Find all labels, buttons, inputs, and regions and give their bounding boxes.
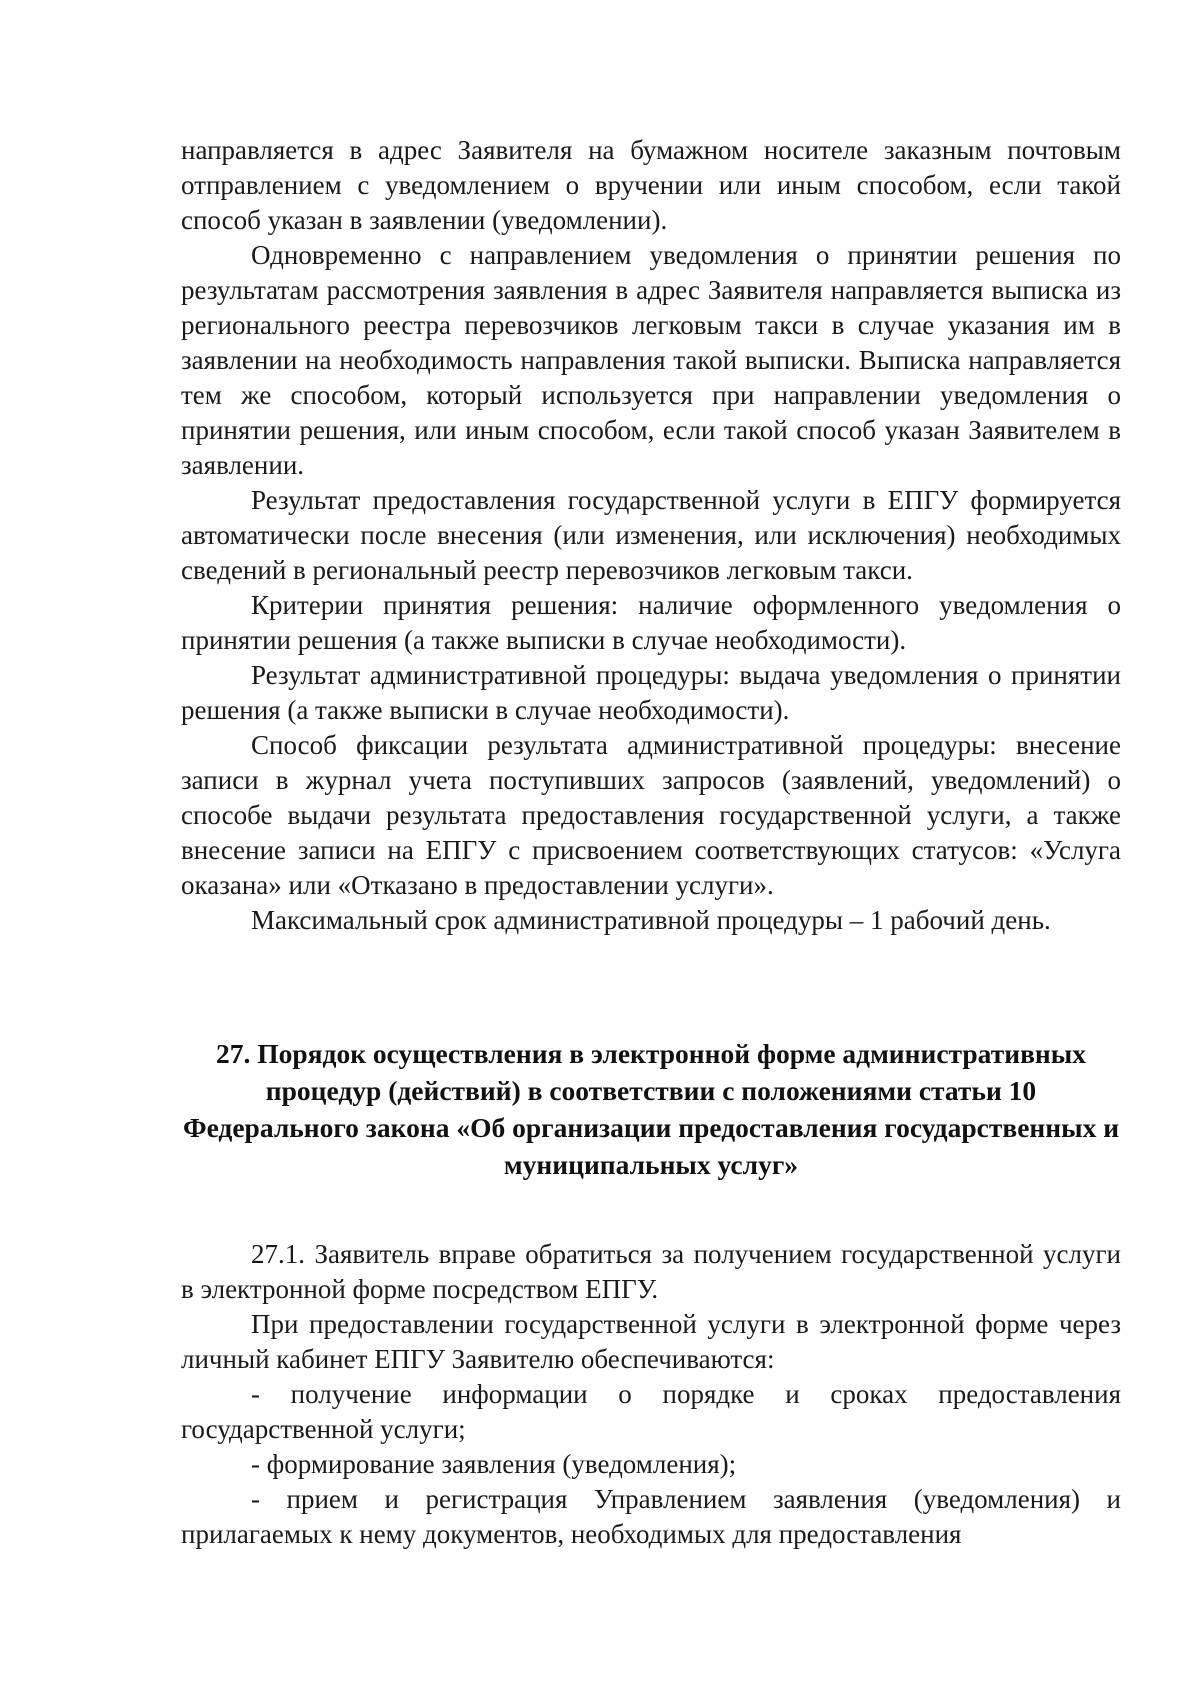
paragraph-provision: При предоставлении государственной услуги в электронной форме через личный кабинет ЕПГУ Заявителю обеспечиваются: xyxy=(181,1309,1121,1374)
paragraph-criteria: Критерии принятия решения: наличие оформленного уведомления о принятии решения (а также выписки в случае необходимости). xyxy=(181,590,1121,655)
paragraph-27-1: 27.1. Заявитель вправе обратиться за получением государственной услуги в электронной форме посредством ЕПГУ. xyxy=(181,1239,1121,1304)
list-item-info: - получение информации о порядке и сроках предоставления государственной услуги; xyxy=(181,1379,1121,1444)
paragraph-extract: Одновременно с направлением уведомления о принятии решения по результатам рассмотрения заявления в адрес Заявителя направляется выписка из регионального реестра перевозчиков легковым такси в случае указания им в заявлении на необходимость направления такой выписки. Выписка направляется тем же способом, который используется при направлении уведомления о принятии решения, или иным способом, если такой способ указан Заявителем в заявлении. xyxy=(181,240,1121,480)
list-item-forming: - формирование заявления (уведомления); xyxy=(251,1449,737,1479)
text-section-bottom xyxy=(181,1237,1121,1552)
paragraph-fixation-method: Способ фиксации результата административной процедуры: внесение записи в журнал учета поступивших запросов (заявлений, уведомлений) о способе выдачи результата предоставления государственной услуги, а также внесение записи на ЕПГУ с присвоением соответствующих статусов: «Услуга оказана» или «Отказано в предоставлении услуги». xyxy=(181,730,1121,900)
paragraph-max-term: Максимальный срок административной процедуры – 1 рабочий день. xyxy=(251,905,1051,935)
section-heading: 27. Порядок осуществления в электронной форме административных процедур (действий) в соответствии с положениями статьи 10 Федерального закона «Об организации предоставления государственных и муниципальных услуг» xyxy=(182,1038,1120,1180)
paragraph-continuation: направляется в адрес Заявителя на бумажном носителе заказным почтовым отправлением с уведомлением о вручении или иным способом, если такой способ указан в заявлении (уведомлении). xyxy=(181,135,1121,235)
paragraph-result-epgu: Результат предоставления государственной услуги в ЕПГУ формируется автоматически после внесения (или изменения, или исключения) необходимых сведений в региональный реестр перевозчиков легковым такси. xyxy=(181,485,1121,585)
paragraph-procedure-result: Результат административной процедуры: выдача уведомления о принятии решения (а также выписки в случае необходимости). xyxy=(181,660,1121,725)
list-item-registration: - прием и регистрация Управлением заявления (уведомления) и прилагаемых к нему документов, необходимых для предоставления xyxy=(181,1484,1121,1549)
text-section-top xyxy=(181,133,1121,938)
